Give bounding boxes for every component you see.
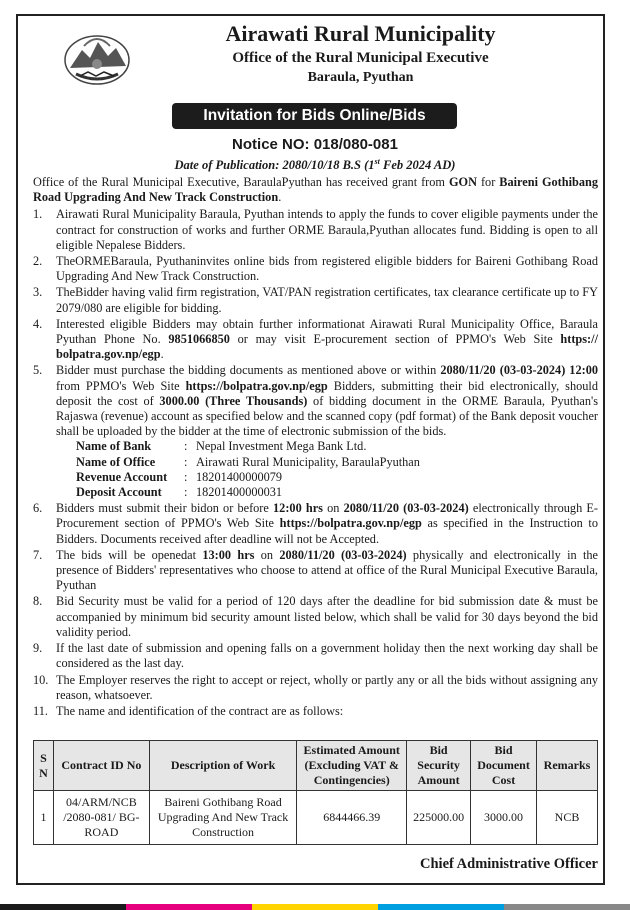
list-item: 9. If the last date of submission and opening falls on a government holiday then the next working day shall be considered as the last day. bbox=[33, 641, 598, 671]
cell-contract-id: 04/ARM/NCB /2080-081/ BG-ROAD bbox=[53, 791, 149, 845]
revenue-account-value: 18201400000079 bbox=[196, 469, 283, 484]
header-description: Description of Work bbox=[149, 741, 297, 791]
notice-body bbox=[33, 175, 598, 720]
cell-description: Baireni Gothibang Road Upgrading And New Track Construction bbox=[149, 791, 297, 845]
table-header-row bbox=[34, 741, 598, 791]
header-bid-security: Bid Security Amount bbox=[407, 741, 471, 791]
list-item: 6. Bidders must submit their bidon or before 12:00 hrs on 2080/11/20 (03-03-2024) electronically through E-Procurement section of PPMO's Web Site https://bolpatra.gov.np/egp as specified in the Instruction to Bidders. Documents received after deadline will not be Accepted. bbox=[33, 501, 599, 546]
list-item: 10. The Employer reserves the right to accept or reject, wholly or partly any or all the bids without assigning any reason, whatsoever. bbox=[33, 672, 598, 702]
bank-value: Nepal Investment Mega Bank Ltd. bbox=[196, 439, 367, 454]
intro-paragraph: Office of the Rural Municipal Executive, BaraulaPyuthan has received grant from GON for Baireni Gothibang Road Upgrading And New Track Construction. bbox=[33, 175, 598, 205]
contract-table bbox=[33, 740, 598, 845]
cell-estimated-amount: 6844466.39 bbox=[297, 791, 407, 845]
list-item: 4. Interested eligible Bidders may obtain further informationat Airawati Rural Municipality Office, Baraula Pyuthan Phone No. 9851066850 or may visit E-procurement section of PPMO's Web Site https:// bolpatra.gov.np/egp. bbox=[33, 316, 598, 362]
list-item: 7. The bids will be openedat 13:00 hrs on 2080/11/20 (03-03-2024) physically and electronically in the presence of Bidders' representatives who choose to attend at office of the Rural Municipal Executive Baraula, Pyuthan bbox=[33, 547, 599, 593]
list-item: 1. Airawati Rural Municipality Baraula, Pyuthan intends to apply the funds to cover eligible payments under the contract for construction of works and further ORME Baraula,Pyuthan allocates fund. Bidding is open to all eligible Nepalese Bidders. bbox=[33, 207, 598, 252]
government-emblem-icon bbox=[62, 28, 132, 86]
strip-segment bbox=[378, 904, 504, 910]
header-estimated-amount: Estimated Amount (Excluding VAT & Contingencies) bbox=[297, 741, 407, 791]
cell-sn: 1 bbox=[34, 791, 54, 845]
cell-remarks: NCB bbox=[537, 791, 598, 845]
deposit-account-label: Deposit Account bbox=[76, 485, 162, 500]
list-item: 5. Bidder must purchase the bidding documents as mentioned above or within 2080/11/20 (03-03-2024) 12:00 from PPMO's Web Site https://bolpatra.gov.np/egp Bidders, submitting their bid electronically, should deposit the cost of 3000.00 (Three Thousands) of bidding document in the ORME Baraula, Pyuthan's Rajaswa (revenue) account as specified below and the scanned copy (pdf format) of the Bank deposit voucher shall be uploaded by the bidder at the time of electronic submission of the bids. Name of Bank : Nepal Investment Mega Bank Ltd. Name of Office : Airawati Rural Municipality, BaraulaPyuthan Revenue Account : 18201400000079 Deposit Account : 18201400000031 bbox=[33, 363, 598, 500]
office-label: Name of Office bbox=[76, 454, 156, 469]
revenue-account-label: Revenue Account bbox=[76, 469, 168, 484]
strip-segment bbox=[0, 904, 126, 910]
cell-document-cost: 3000.00 bbox=[471, 791, 537, 845]
deposit-account-value: 18201400000031 bbox=[196, 485, 283, 500]
header-contract-id: Contract ID No bbox=[53, 741, 149, 791]
office-value: Airawati Rural Municipality, BaraulaPyuthan bbox=[196, 454, 420, 469]
strip-segment bbox=[252, 904, 378, 910]
header-document-cost: Bid Document Cost bbox=[471, 741, 537, 791]
list-item: 11. The name and identification of the contract are as follows: bbox=[33, 703, 344, 718]
header-sn: S N bbox=[34, 741, 54, 791]
signature-title: Chief Administrative Officer bbox=[420, 856, 598, 872]
list-item: 8. Bid Security must be valid for a period of 120 days after the deadline for bid submission date & must be accompanied by minimum bid security amount listed below, which shall be valid for 30 days beyond the bid validity period. bbox=[33, 594, 598, 639]
print-color-strip bbox=[0, 904, 630, 910]
notice-number: Notice NO: 018/080-081 bbox=[232, 136, 398, 153]
points-list bbox=[33, 207, 598, 719]
cell-bid-security: 225000.00 bbox=[407, 791, 471, 845]
bank-label: Name of Bank bbox=[76, 439, 152, 454]
publication-date: Date of Publication: 2080/10/18 B.S (1st Feb 2024 AD) bbox=[174, 157, 456, 173]
municipality-name: Airawati Rural Municipality bbox=[225, 21, 496, 46]
header-remarks: Remarks bbox=[537, 741, 598, 791]
table-row bbox=[34, 791, 598, 845]
office-name: Office of the Rural Municipal Executive bbox=[232, 50, 489, 66]
office-location: Baraula, Pyuthan bbox=[307, 70, 414, 85]
title-block bbox=[136, 20, 585, 88]
list-item: 2. TheORMEBaraula, Pyuthaninvites online bids from registered eligible bidders for Baireni Gothibang Road Upgrading And New Track Construction. bbox=[33, 254, 598, 284]
strip-segment bbox=[504, 904, 630, 910]
list-item: 3. TheBidder having valid firm registration, VAT/PAN registration certificates, tax clearance certificate up to FY 2079/080 are eligible for bidding. bbox=[33, 285, 598, 315]
header bbox=[16, 20, 605, 100]
strip-segment bbox=[126, 904, 252, 910]
invitation-banner: Invitation for Bids Online/Bids bbox=[172, 103, 457, 129]
bank-details: Name of Bank : Nepal Investment Mega Bank Ltd. Name of Office : Airawati Rural Municipality, BaraulaPyuthan Revenue Account : 18201400000079 Deposit Account : 18201400000031 bbox=[76, 439, 598, 500]
